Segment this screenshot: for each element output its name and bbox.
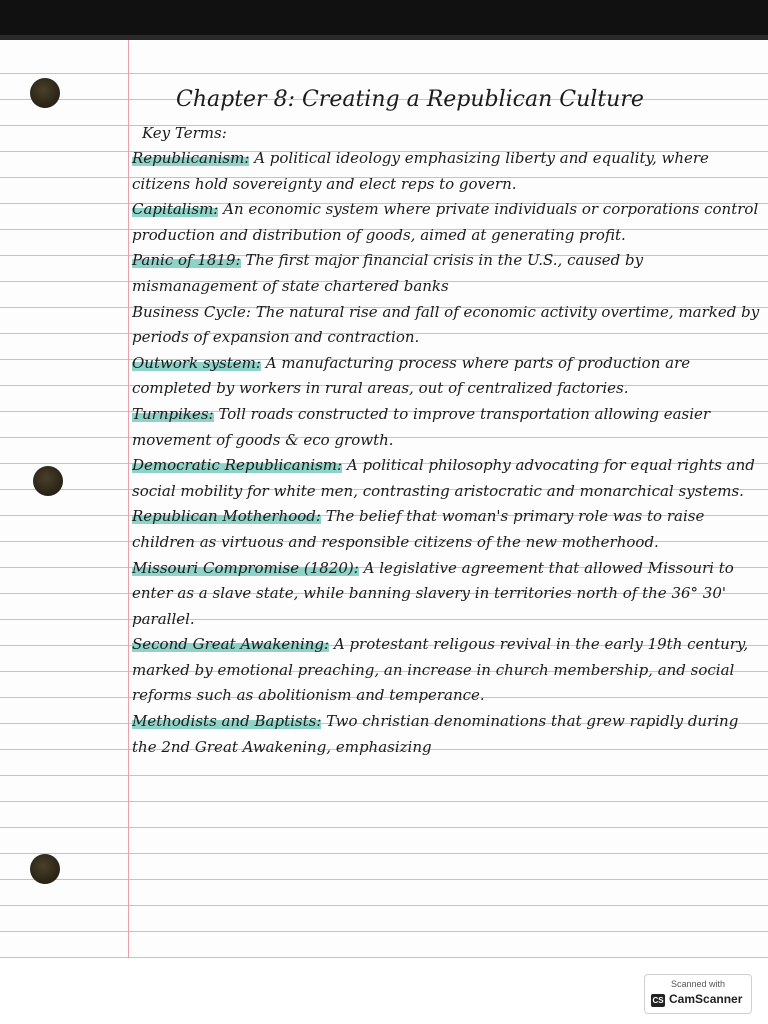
term-definition: A political philosophy advocating for equal rights and social mobility for white men, contrasting aristocratic and monarchical systems. bbox=[132, 456, 755, 500]
term-definition: Two christian denominations that grew rapidly during the 2nd Great Awakening, emphasizing bbox=[132, 712, 739, 756]
term-entry bbox=[132, 402, 760, 453]
term-entry bbox=[132, 248, 760, 299]
binder-hole-middle bbox=[33, 466, 63, 496]
term-definition: The belief that woman's primary role was to raise children as virtuous and responsible citizens of the new motherhood. bbox=[132, 507, 705, 551]
term-entry bbox=[132, 556, 760, 633]
scanned-with-label: Scanned with bbox=[670, 979, 726, 989]
term-entry bbox=[132, 453, 760, 504]
term-definition: The natural rise and fall of economic activity overtime, marked by periods of expansion and contraction. bbox=[132, 302, 760, 347]
camscanner-badge bbox=[644, 974, 752, 1014]
binder-hole-bottom bbox=[30, 854, 60, 884]
binder-hole-top bbox=[30, 78, 60, 108]
term-entry bbox=[132, 300, 760, 351]
page-title: Chapter 8: Creating a Republican Culture bbox=[176, 87, 644, 112]
term-definition: The first major financial crisis in the U.S., caused by mismanagement of state chartered banks bbox=[132, 251, 644, 295]
term-entry bbox=[132, 504, 760, 555]
term-entry bbox=[132, 351, 760, 402]
term-definition: Toll roads constructed to improve transportation allowing easier movement of goods & eco growth. bbox=[132, 404, 711, 449]
term-entry bbox=[132, 197, 760, 248]
camscanner-logo-icon: CS bbox=[652, 996, 664, 1005]
camscanner-brand: CamScanner bbox=[669, 992, 743, 1006]
term-label: Republican Motherhood: bbox=[132, 507, 321, 526]
key-terms-heading: Key Terms: bbox=[142, 124, 227, 142]
term-label: Methodists and Baptists: bbox=[132, 712, 322, 731]
term-entry bbox=[132, 632, 760, 709]
term-label: Turnpikes: bbox=[132, 404, 214, 423]
term-definition: A legislative agreement that allowed Missouri to enter as a slave state, while banning slavery in territories north of the 36° 30' parallel. bbox=[132, 558, 734, 628]
term-definition: A manufacturing process where parts of production are completed by workers in rural areas, out of centralized factories. bbox=[132, 353, 691, 398]
term-label: Business Cycle: bbox=[132, 302, 251, 321]
scan-top-border bbox=[0, 0, 768, 40]
term-label: Democratic Republicanism: bbox=[132, 456, 343, 475]
term-label: Capitalism: bbox=[132, 200, 219, 219]
term-label: Missouri Compromise (1820): bbox=[132, 558, 359, 577]
margin-line bbox=[128, 40, 129, 958]
term-definition: A political ideology emphasizing liberty and equality, where citizens hold sovereignty and elect reps to govern. bbox=[132, 149, 709, 193]
term-label: Republicanism: bbox=[132, 149, 250, 167]
term-definition: A protestant religous revival in the early 19th century, marked by emotional preaching, an increase in church membership, and social reforms such as abolitionism and temperance. bbox=[132, 635, 749, 705]
notes-content bbox=[132, 80, 760, 760]
term-label: Outwork system: bbox=[132, 353, 261, 372]
term-entry bbox=[132, 146, 760, 197]
term-label: Panic of 1819: bbox=[132, 251, 241, 270]
term-label: Second Great Awakening: bbox=[132, 635, 330, 654]
term-definition: An economic system where private individuals or corporations control production and distribution of goods, aimed at generating profit. bbox=[132, 200, 759, 244]
term-entry bbox=[132, 709, 760, 760]
